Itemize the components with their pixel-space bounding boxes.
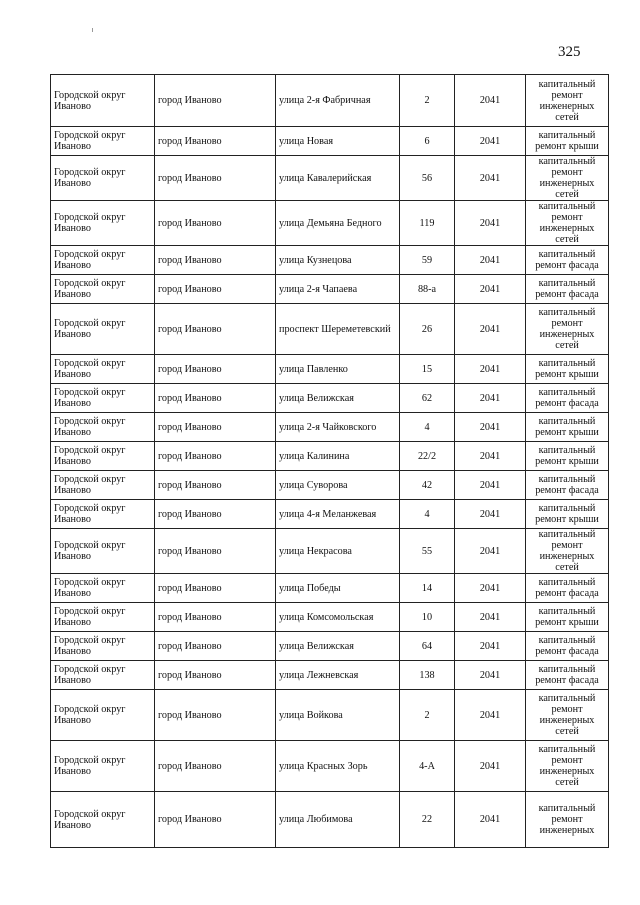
municipality-cell: Городской округ Иваново [51,661,155,690]
street-cell: улица Победы [276,574,400,603]
house-number-cell: 22/2 [400,442,455,471]
locality-cell: город Иваново [155,75,276,127]
locality-cell: город Иваново [155,413,276,442]
house-number-cell: 4-А [400,741,455,792]
street-cell: улица Суворова [276,471,400,500]
work-type-cell: капитальный ремонт крыши [526,603,609,632]
year-cell: 2041 [455,603,526,632]
street-cell: улица Велижская [276,384,400,413]
table-row [51,127,609,156]
year-cell: 2041 [455,275,526,304]
table-row [51,246,609,275]
year-cell: 2041 [455,127,526,156]
year-cell: 2041 [455,156,526,201]
locality-cell: город Иваново [155,661,276,690]
municipality-cell: Городской округ Иваново [51,500,155,529]
table-row [51,471,609,500]
work-type-cell: капитальный ремонт крыши [526,127,609,156]
locality-cell: город Иваново [155,792,276,848]
street-cell: улица Новая [276,127,400,156]
table-row [51,792,609,848]
locality-cell: город Иваново [155,574,276,603]
table-row [51,574,609,603]
municipality-cell: Городской округ Иваново [51,156,155,201]
locality-cell: город Иваново [155,201,276,246]
year-cell: 2041 [455,574,526,603]
street-cell: улица Войкова [276,690,400,741]
municipality-cell: Городской округ Иваново [51,201,155,246]
house-number-cell: 26 [400,304,455,355]
municipality-cell: Городской округ Иваново [51,442,155,471]
year-cell: 2041 [455,741,526,792]
table-row [51,632,609,661]
house-number-cell: 59 [400,246,455,275]
locality-cell: город Иваново [155,304,276,355]
house-number-cell: 22 [400,792,455,848]
municipality-cell: Городской округ Иваново [51,246,155,275]
scan-mark [92,28,93,32]
table-row [51,75,609,127]
house-number-cell: 2 [400,75,455,127]
municipality-cell: Городской округ Иваново [51,355,155,384]
year-cell: 2041 [455,246,526,275]
year-cell: 2041 [455,355,526,384]
municipality-cell: Городской округ Иваново [51,632,155,661]
work-type-cell: капитальный ремонт фасада [526,384,609,413]
house-number-cell: 55 [400,529,455,574]
house-number-cell: 42 [400,471,455,500]
work-type-cell: капитальный ремонт крыши [526,413,609,442]
year-cell: 2041 [455,792,526,848]
locality-cell: город Иваново [155,384,276,413]
street-cell: улица Красных Зорь [276,741,400,792]
year-cell: 2041 [455,529,526,574]
municipality-cell: Городской округ Иваново [51,603,155,632]
table-row [51,442,609,471]
street-cell: улица Некрасова [276,529,400,574]
municipality-cell: Городской округ Иваново [51,574,155,603]
municipality-cell: Городской округ Иваново [51,792,155,848]
house-number-cell: 119 [400,201,455,246]
work-type-cell: капитальный ремонт крыши [526,500,609,529]
table-row [51,275,609,304]
work-type-cell: капитальный ремонт инженерных сетей [526,741,609,792]
street-cell: улица Комсомольская [276,603,400,632]
municipality-cell: Городской округ Иваново [51,75,155,127]
house-number-cell: 88-а [400,275,455,304]
municipality-cell: Городской округ Иваново [51,413,155,442]
page-number: 325 [558,44,581,60]
work-type-cell: капитальный ремонт инженерных [526,792,609,848]
year-cell: 2041 [455,201,526,246]
street-cell: улица Павленко [276,355,400,384]
table-row [51,661,609,690]
street-cell: улица 2-я Чапаева [276,275,400,304]
municipality-cell: Городской округ Иваново [51,471,155,500]
locality-cell: город Иваново [155,127,276,156]
year-cell: 2041 [455,471,526,500]
house-number-cell: 56 [400,156,455,201]
work-type-cell: капитальный ремонт фасада [526,661,609,690]
table-row [51,355,609,384]
year-cell: 2041 [455,304,526,355]
municipality-cell: Городской округ Иваново [51,127,155,156]
year-cell: 2041 [455,442,526,471]
work-type-cell: капитальный ремонт крыши [526,355,609,384]
year-cell: 2041 [455,75,526,127]
work-type-cell: капитальный ремонт инженерных сетей [526,75,609,127]
table-row [51,201,609,246]
work-type-cell: капитальный ремонт инженерных сетей [526,201,609,246]
house-number-cell: 4 [400,500,455,529]
house-number-cell: 138 [400,661,455,690]
table-row [51,690,609,741]
locality-cell: город Иваново [155,275,276,304]
year-cell: 2041 [455,500,526,529]
work-type-cell: капитальный ремонт фасада [526,632,609,661]
house-number-cell: 4 [400,413,455,442]
work-type-cell: капитальный ремонт инженерных сетей [526,690,609,741]
municipality-cell: Городской округ Иваново [51,304,155,355]
locality-cell: город Иваново [155,355,276,384]
work-type-cell: капитальный ремонт инженерных сетей [526,304,609,355]
street-cell: улица Велижская [276,632,400,661]
repair-schedule-table [50,74,609,848]
year-cell: 2041 [455,632,526,661]
municipality-cell: Городской округ Иваново [51,741,155,792]
street-cell: улица Демьяна Бедного [276,201,400,246]
street-cell: проспект Шереметевский [276,304,400,355]
table-body [51,75,609,848]
locality-cell: город Иваново [155,500,276,529]
municipality-cell: Городской округ Иваново [51,275,155,304]
house-number-cell: 64 [400,632,455,661]
work-type-cell: капитальный ремонт фасада [526,246,609,275]
year-cell: 2041 [455,661,526,690]
locality-cell: город Иваново [155,442,276,471]
street-cell: улица Кавалерийская [276,156,400,201]
table-row [51,304,609,355]
street-cell: улица Любимова [276,792,400,848]
table-row [51,413,609,442]
year-cell: 2041 [455,384,526,413]
street-cell: улица 4-я Меланжевая [276,500,400,529]
locality-cell: город Иваново [155,156,276,201]
street-cell: улица Кузнецова [276,246,400,275]
house-number-cell: 15 [400,355,455,384]
table-row [51,603,609,632]
house-number-cell: 10 [400,603,455,632]
locality-cell: город Иваново [155,741,276,792]
house-number-cell: 6 [400,127,455,156]
table-row [51,156,609,201]
work-type-cell: капитальный ремонт фасада [526,275,609,304]
work-type-cell: капитальный ремонт крыши [526,442,609,471]
street-cell: улица Лежневская [276,661,400,690]
table-row [51,500,609,529]
locality-cell: город Иваново [155,529,276,574]
work-type-cell: капитальный ремонт инженерных сетей [526,529,609,574]
table-row [51,741,609,792]
locality-cell: город Иваново [155,246,276,275]
municipality-cell: Городской округ Иваново [51,529,155,574]
street-cell: улица 2-я Чайковского [276,413,400,442]
house-number-cell: 14 [400,574,455,603]
work-type-cell: капитальный ремонт фасада [526,471,609,500]
table-row [51,384,609,413]
house-number-cell: 62 [400,384,455,413]
work-type-cell: капитальный ремонт инженерных сетей [526,156,609,201]
municipality-cell: Городской округ Иваново [51,690,155,741]
table-row [51,529,609,574]
year-cell: 2041 [455,690,526,741]
municipality-cell: Городской округ Иваново [51,384,155,413]
locality-cell: город Иваново [155,471,276,500]
year-cell: 2041 [455,413,526,442]
locality-cell: город Иваново [155,603,276,632]
locality-cell: город Иваново [155,632,276,661]
street-cell: улица 2-я Фабричная [276,75,400,127]
street-cell: улица Калинина [276,442,400,471]
locality-cell: город Иваново [155,690,276,741]
house-number-cell: 2 [400,690,455,741]
work-type-cell: капитальный ремонт фасада [526,574,609,603]
